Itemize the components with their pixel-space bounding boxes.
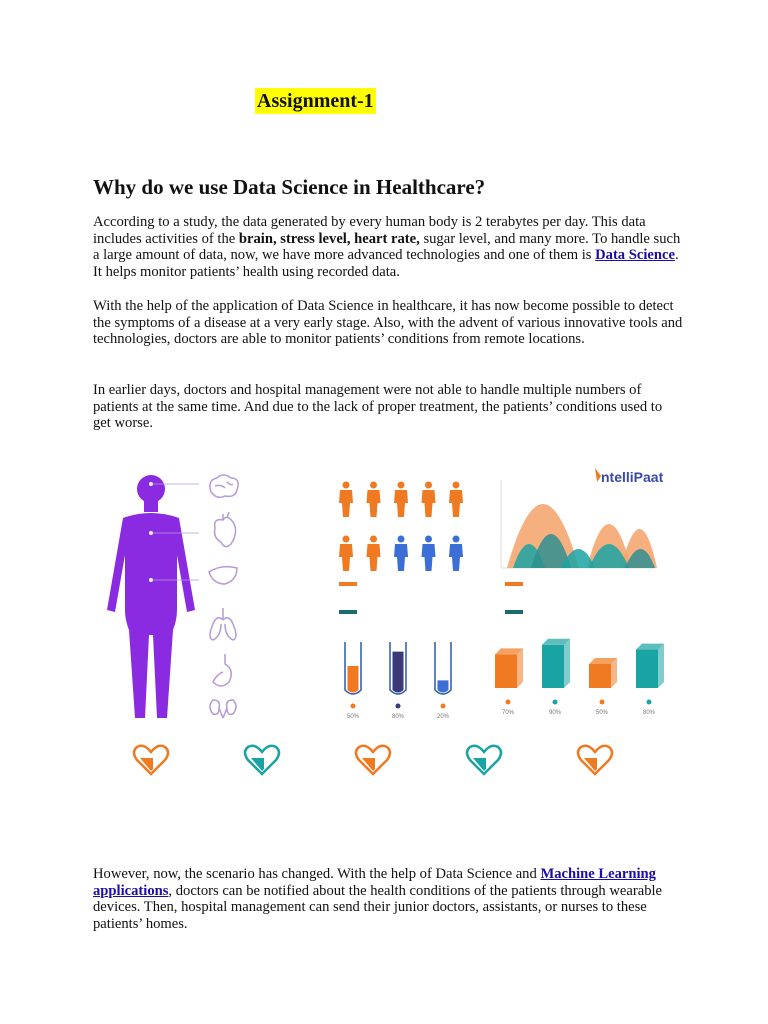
bar-block: [495, 648, 523, 716]
person-icon: [394, 482, 408, 518]
person-icon: [367, 482, 381, 518]
heart-badges: [134, 746, 612, 774]
block-dot: [506, 700, 511, 705]
tube-dot: [351, 704, 356, 709]
intro-text-1: According to a study, the data generated by every human body is 2 terabytes per day. This data includes activities of the: [93, 214, 646, 247]
paragraph-earlier-days: In earlier days, doctors and hospital management were not able to handle multiple numbers of patients at the same time. And due to the lack of proper treatment, the patients’ conditions used to get worse.: [93, 382, 663, 432]
person-icon: [422, 482, 436, 518]
now-text-1: However, now, the scenario has changed. With the help of Data Science and: [93, 866, 541, 882]
area-chart: [501, 480, 657, 568]
heart-icon: [215, 512, 236, 547]
person-icon: [394, 536, 408, 572]
bar-blocks: [495, 639, 664, 716]
bar-block: [589, 658, 617, 716]
intellipaat-logo: [595, 468, 664, 485]
brain-icon: [210, 475, 238, 497]
logo-text: ntelliPaat: [601, 469, 664, 485]
heart-badge-icon: [578, 746, 612, 774]
heart-badge-icon: [245, 746, 279, 774]
paragraph-now: [93, 866, 683, 932]
paragraph-intro: [93, 214, 683, 280]
legend-bar-orange-right: [505, 582, 523, 586]
healthcare-infographic: [95, 460, 675, 790]
test-tubes: [345, 642, 451, 720]
liver-icon: [209, 567, 237, 584]
assignment-title: Assignment-1: [257, 90, 374, 112]
test-tube: [345, 642, 361, 720]
kidneys-icon: [210, 700, 236, 718]
bar-block: [542, 639, 570, 716]
legend-bar-teal: [339, 610, 357, 614]
paragraph-early-detection: With the help of the application of Data Science in healthcare, it has now become possible to detect the symptoms of a disease at a very early stage. Also, with the advent of various innovative tools and technologies, doctors are able to monitor patients’ conditions from remote locations.: [93, 298, 683, 348]
human-body-figure: [107, 475, 195, 718]
person-icon: [449, 536, 463, 572]
tube-dot: [396, 704, 401, 709]
person-icon: [339, 482, 353, 518]
legend-bar-teal-right: [505, 610, 523, 614]
person-icon: [449, 482, 463, 518]
block-label: 50%: [595, 710, 609, 716]
page-heading: Why do we use Data Science in Healthcare?: [93, 175, 486, 199]
people-grid: [339, 482, 463, 572]
machine-learning-link[interactable]: Machine Learning applications: [93, 866, 656, 899]
block-label: 70%: [501, 710, 515, 716]
test-tube: [390, 642, 406, 720]
lungs-icon: [210, 608, 236, 640]
intro-text-3: . It helps monitor patients’ health using recorded data.: [93, 247, 679, 280]
person-icon: [367, 536, 381, 572]
stomach-icon: [213, 654, 231, 686]
person-icon: [422, 536, 436, 572]
legend-bar-orange: [339, 582, 357, 586]
tube-label: 80%: [391, 714, 405, 720]
now-text-2: , doctors can be notified about the health conditions of the patients through wearable devices. Then, hospital management can send their junior doctors, assistants, or nurses to these patients’ homes.: [93, 882, 663, 932]
bar-block: [636, 644, 664, 716]
tube-label: 20%: [436, 714, 450, 720]
block-dot: [647, 700, 652, 705]
block-dot: [553, 700, 558, 705]
data-science-link[interactable]: Data Science: [595, 247, 675, 264]
block-label: 90%: [548, 710, 562, 716]
tube-label: 50%: [346, 714, 360, 720]
heart-badge-icon: [356, 746, 390, 774]
block-dot: [600, 700, 605, 705]
test-tube: [435, 642, 451, 720]
block-label: 80%: [642, 710, 656, 716]
heart-badge-icon: [134, 746, 168, 774]
tube-dot: [441, 704, 446, 709]
person-icon: [339, 536, 353, 572]
heart-badge-icon: [467, 746, 501, 774]
intro-bold-text: brain, stress level, heart rate,: [238, 230, 420, 247]
intro-text-2: sugar level, and many more. To handle such a large amount of data, now, we have more advanced technologies and one of them is: [93, 230, 681, 264]
